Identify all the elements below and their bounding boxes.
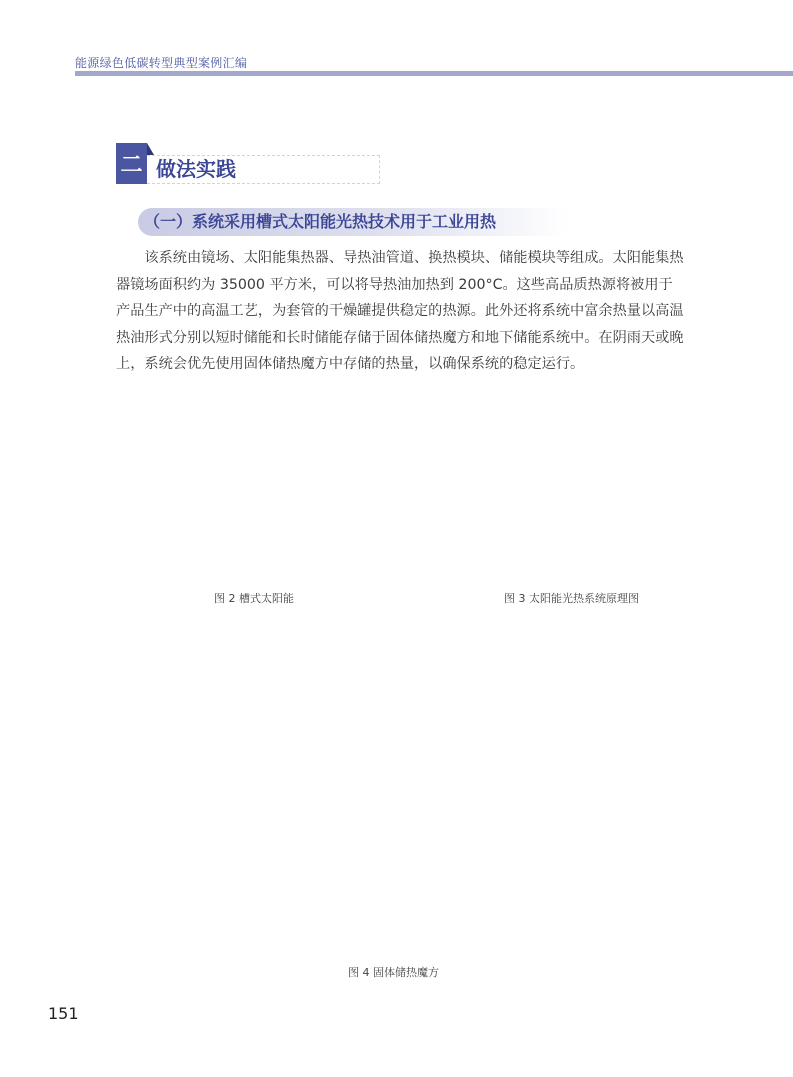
section-title: 做法实践 bbox=[156, 157, 236, 181]
section-number: 二 bbox=[116, 143, 147, 184]
subsection-title: （一）系统采用槽式太阳能光热技术用于工业用热 bbox=[144, 212, 497, 231]
section-heading bbox=[116, 143, 380, 184]
running-header: 能源绿色低碳转型典型案例汇编 bbox=[75, 56, 248, 70]
page-number: 151 bbox=[48, 1004, 79, 1023]
body-paragraph: 该系统由镜场、太阳能集热器、导热油管道、换热模块、储能模块等组成。太阳能集热器镜场面积约为 35000 平方米，可以将导热油加热到 200°C。这些高品质热源将被用于产品生产中的高温工艺，为套管的干燥罐提供稳定的热源。此外还将系统中富余热量以高温热油形式分别以短时储能和长时储能存储于固体储热魔方和地下储能系统中。在阴雨天或晚上，系统会优先使用固体储热魔方中存储的热量，以确保系统的稳定运行。 bbox=[116, 250, 684, 372]
figure-3-caption: 图 3 太阳能光热系统原理图 bbox=[504, 592, 639, 605]
header-rule bbox=[75, 71, 793, 76]
figure-2-caption: 图 2 槽式太阳能 bbox=[214, 592, 294, 605]
subsection-heading bbox=[138, 208, 568, 236]
figure-4-caption: 图 4 固体储热魔方 bbox=[348, 966, 439, 979]
